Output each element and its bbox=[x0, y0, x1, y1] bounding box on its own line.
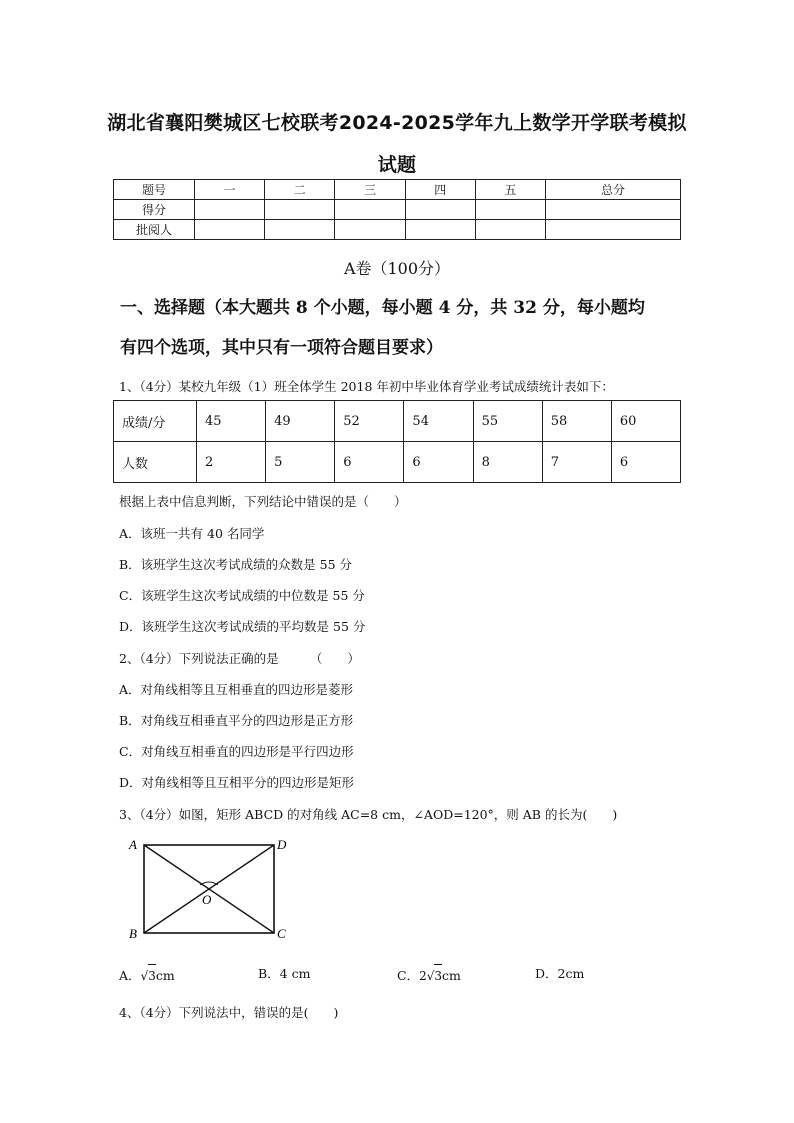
score-header-cell: 总分 bbox=[546, 180, 681, 200]
rectangle-diagram bbox=[125, 835, 295, 945]
q4-stem: 4、（4分）下列说法中，错误的是( ) bbox=[119, 1005, 339, 1020]
sqrt-icon: √ bbox=[140, 969, 149, 983]
score-table bbox=[113, 179, 681, 240]
grade-cell: 55 bbox=[473, 401, 542, 442]
grade-cell: 60 bbox=[611, 401, 680, 442]
grade-cell: 49 bbox=[266, 401, 335, 442]
grade-cell: 成绩/分 bbox=[114, 401, 197, 442]
score-header-cell: 五 bbox=[475, 180, 545, 200]
unit: cm bbox=[442, 968, 461, 983]
score-header-cell: 二 bbox=[265, 180, 335, 200]
score-header-cell: 四 bbox=[405, 180, 475, 200]
grade-table bbox=[113, 400, 681, 483]
grade-cell: 45 bbox=[197, 401, 266, 442]
score-header-cell: 题号 bbox=[114, 180, 195, 200]
score-table-row bbox=[114, 200, 681, 220]
part-a-heading: A卷（100分） bbox=[343, 259, 451, 278]
unit: cm bbox=[155, 968, 175, 983]
vertex-label-c: C bbox=[277, 926, 286, 941]
radicand: 3 bbox=[434, 964, 442, 983]
q2-option-a: A．对角线相等且互相垂直的四边形是菱形 bbox=[119, 682, 354, 697]
grade-table-row bbox=[114, 442, 681, 483]
q1-option-d: D．该班学生这次考试成绩的平均数是 55 分 bbox=[119, 619, 366, 634]
score-header-cell: 三 bbox=[335, 180, 405, 200]
q3-option-b: B．4 cm bbox=[258, 966, 311, 981]
grade-cell: 6 bbox=[404, 442, 473, 483]
q2-option-d: D．对角线相等且互相平分的四边形是矩形 bbox=[119, 775, 355, 790]
document-title-line1: 湖北省襄阳樊城区七校联考2024-2025学年九上数学开学联考模拟 bbox=[107, 112, 687, 134]
score-cell bbox=[265, 220, 335, 240]
score-cell bbox=[475, 200, 545, 220]
q3-option-a bbox=[119, 964, 175, 984]
section1-heading-line1: 一、选择题（本大题共 8 个小题，每小题 4 分，共 32 分，每小题均 bbox=[120, 298, 645, 318]
document-title-line2: 试题 bbox=[377, 154, 417, 176]
radicand: 3 bbox=[148, 964, 156, 983]
score-cell bbox=[405, 220, 475, 240]
section1-heading-line2: 有四个选项，其中只有一项符合题目要求） bbox=[120, 338, 443, 358]
q3-stem: 3、（4分）如图，矩形 ABCD 的对角线 AC=8 cm，∠AOD=120°，则 AB 的长为( ) bbox=[119, 807, 618, 822]
q3-option-d: D．2cm bbox=[535, 966, 585, 981]
grade-cell: 58 bbox=[542, 401, 611, 442]
grade-cell: 52 bbox=[335, 401, 404, 442]
grade-cell: 5 bbox=[266, 442, 335, 483]
score-cell bbox=[546, 220, 681, 240]
grade-cell: 6 bbox=[611, 442, 680, 483]
vertex-label-d: D bbox=[277, 837, 287, 852]
q1-option-a: A．该班一共有 40 名同学 bbox=[119, 526, 265, 541]
sqrt-icon: √ bbox=[426, 969, 435, 983]
q2-option-b: B．对角线互相垂直平分的四边形是正方形 bbox=[119, 713, 354, 728]
grade-cell: 6 bbox=[335, 442, 404, 483]
score-cell bbox=[335, 200, 405, 220]
vertex-label-b: B bbox=[129, 926, 137, 941]
coefficient: 2 bbox=[419, 969, 427, 983]
option-letter: A． bbox=[119, 968, 141, 983]
center-label-o: O bbox=[202, 892, 212, 907]
score-cell bbox=[405, 200, 475, 220]
score-cell bbox=[195, 200, 265, 220]
grade-cell: 7 bbox=[542, 442, 611, 483]
q1-option-c: C．该班学生这次考试成绩的中位数是 55 分 bbox=[119, 588, 365, 603]
score-table-header-row bbox=[114, 180, 681, 200]
grade-cell: 2 bbox=[197, 442, 266, 483]
q2-stem: 2、（4分）下列说法正确的是 （ ） bbox=[119, 651, 360, 666]
score-cell bbox=[335, 220, 405, 240]
option-letter: C． bbox=[397, 968, 420, 983]
vertex-label-a: A bbox=[129, 837, 137, 852]
q1-prompt: 根据上表中信息判断，下列结论中错误的是（ ） bbox=[119, 494, 407, 509]
score-cell bbox=[195, 220, 265, 240]
score-header-cell: 一 bbox=[195, 180, 265, 200]
grade-cell: 8 bbox=[473, 442, 542, 483]
score-cell bbox=[546, 200, 681, 220]
q1-stem: 1、（4分）某校九年级（1）班全体学生 2018 年初中毕业体育学业考试成绩统计表如下： bbox=[119, 379, 614, 394]
q2-option-c: C．对角线互相垂直的四边形是平行四边形 bbox=[119, 744, 354, 759]
score-cell bbox=[475, 220, 545, 240]
score-table-row bbox=[114, 220, 681, 240]
score-row-label: 得分 bbox=[114, 200, 195, 220]
grade-cell: 54 bbox=[404, 401, 473, 442]
q1-option-b: B．该班学生这次考试成绩的众数是 55 分 bbox=[119, 557, 353, 572]
score-row-label: 批阅人 bbox=[114, 220, 195, 240]
grade-table-row bbox=[114, 401, 681, 442]
grade-cell: 人数 bbox=[114, 442, 197, 483]
q3-option-c bbox=[397, 964, 461, 984]
score-cell bbox=[265, 200, 335, 220]
